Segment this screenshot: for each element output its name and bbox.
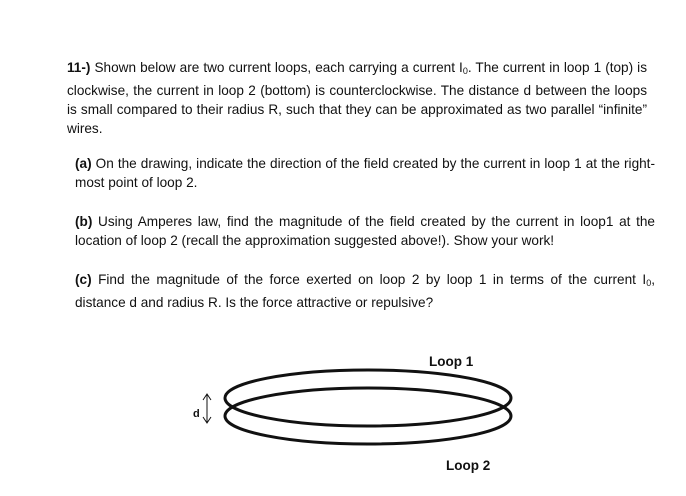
current-subscript: 0 [462,66,468,76]
part-b [67,212,655,250]
intro-text-b: . The current in loop 1 (top) is clockwise, the current in loop 2 (bottom) is counterclockwise. The distance d between the loops is small compared to their radius R, such that they can be approximated as two parallel “infinite” wires. [67,60,648,136]
problem-number: 11-) [67,60,91,75]
loop-1-label: Loop 1 [429,354,474,369]
part-c-text-b: , distance d and radius R. Is the force attractive or repulsive? [75,272,655,310]
problem-intro [67,58,647,138]
intro-text-a: Shown below are two current loops, each carrying a current I [90,60,463,75]
part-b-label: (b) [75,214,93,229]
loops-drawing [0,340,686,496]
part-c [67,270,655,312]
part-a-text: On the drawing, indicate the direction of the field created by the current in loop 1 at the right-most point of loop 2. [75,156,655,190]
loop-1-ellipse [225,370,511,426]
loop-2-ellipse [225,388,511,444]
loops-figure [0,340,686,496]
part-b-text: Using Amperes law, find the magnitude of the field created by the current in loop1 at the location of loop 2 (recall the approximation suggested above!). Show your work! [75,214,655,248]
distance-label: d [193,408,200,420]
distance-arrow-icon [203,394,211,423]
loop-2-label: Loop 2 [446,458,491,473]
part-c-text-a: Find the magnitude of the force exerted on loop 2 by loop 1 in terms of the current I [91,272,647,287]
part-c-label: (c) [75,272,92,287]
part-c-subscript: 0 [646,278,652,288]
part-a [67,154,655,192]
part-a-label: (a) [75,156,92,171]
